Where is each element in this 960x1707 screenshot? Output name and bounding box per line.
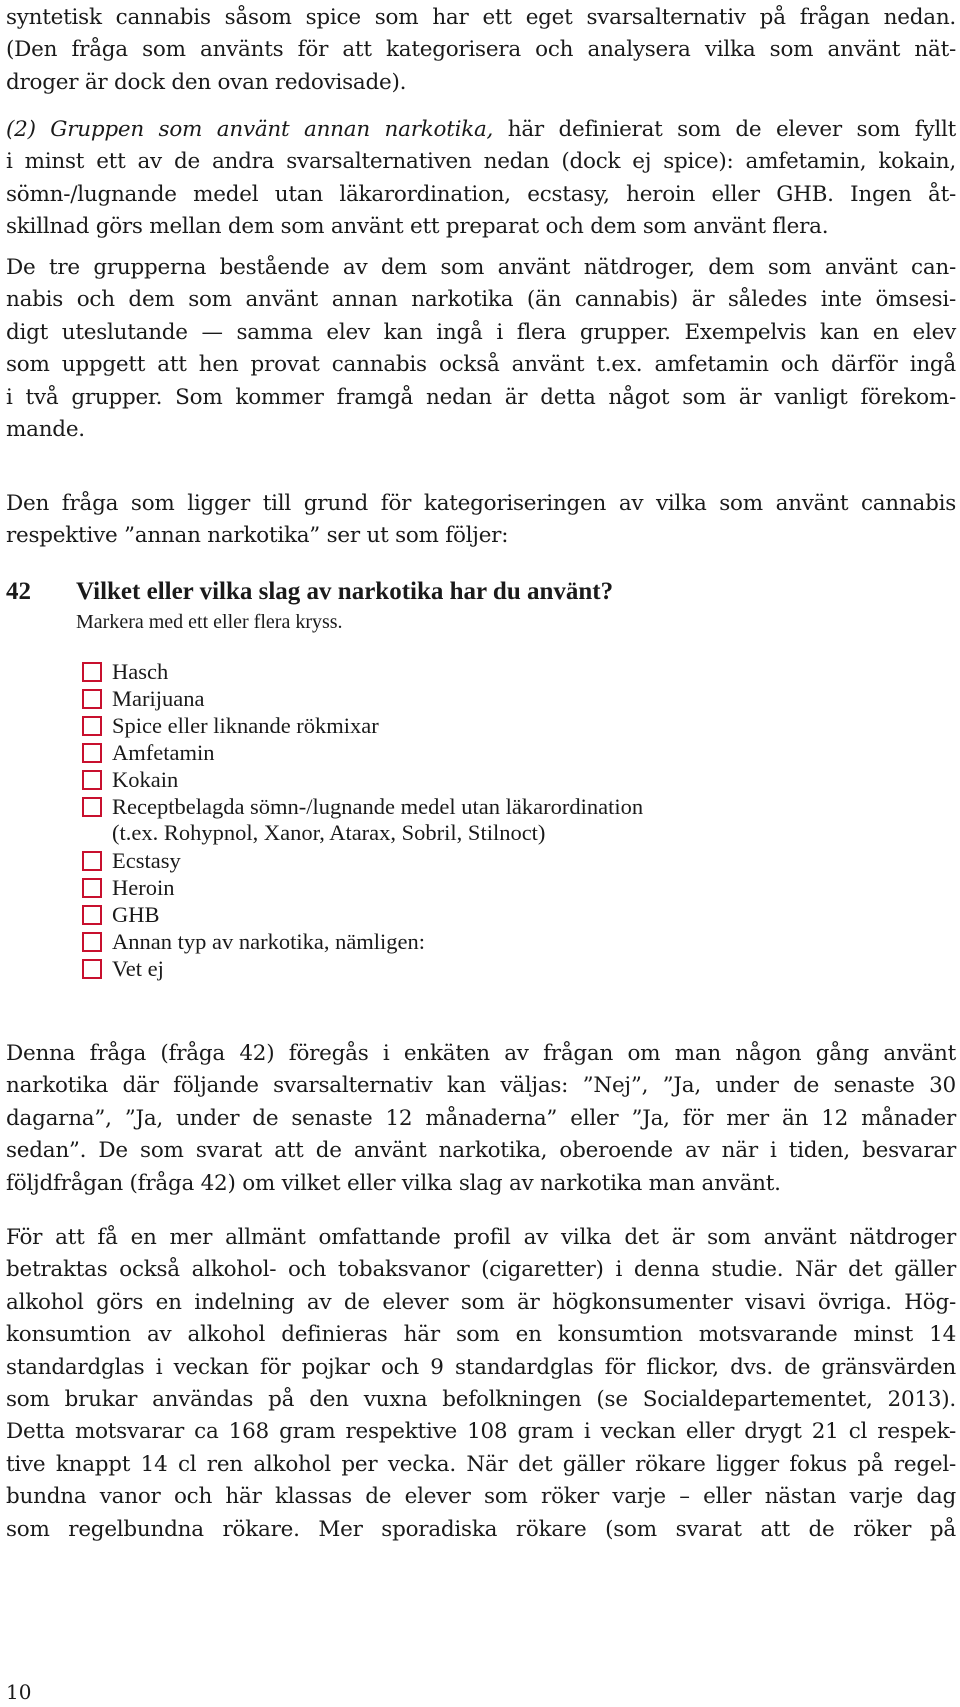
option-label-main: Receptbelagda sömn-/lugnande medel utan läkarordination (112, 794, 644, 819)
text-line: För att få en mer allmänt omfattande profil av vilka det är som använt nätdroger (6, 1225, 956, 1250)
text-line: narkotika där följande svarsalternativ kan väljas: ”Nej”, ”Ja, under de senaste 30 (6, 1073, 956, 1099)
text-line: som uppgett att hen provat cannabis också använt t.ex. amfetamin och därför ingå (6, 352, 956, 378)
text-line: digt uteslutande — samma elev kan ingå i flera grupper. Exempelvis kan en elev (6, 319, 956, 345)
option-label: Annan typ av narkotika, nämligen: (112, 929, 426, 954)
text-line: följdfrågan (fråga 42) om vilket eller vilka slag av narkotika man använt. (6, 1170, 781, 1196)
option-label: Ecstasy (112, 848, 181, 873)
checkbox[interactable] (82, 662, 102, 682)
text-line: standardglas i veckan för pojkar och 9 standardglas för flickor, dvs. de gränsvärden (6, 1354, 956, 1380)
text-line: alkohol görs en indelning av de elever som är högkonsumenter visavi övriga. Hög- (6, 1289, 956, 1315)
option-label: Amfetamin (112, 740, 215, 765)
paragraph-group-2 (6, 114, 956, 244)
option-label (112, 794, 643, 846)
text-line: som brukar användas på den vuxna befolkningen (se Socialdepartementet, 2013). (6, 1387, 956, 1413)
text-line: Den fråga som ligger till grund för kategoriseringen av vilka som använt cannabis (6, 491, 956, 516)
option-label-examples: (t.ex. Rohypnol, Xanor, Atarax, Sobril, Stilnoct) (112, 820, 546, 845)
option-label: Kokain (112, 767, 179, 792)
text-line (6, 114, 956, 146)
checkbox[interactable] (82, 851, 102, 871)
text-line: sömn-/lugnande medel utan läkarordination, ecstasy, heroin eller GHB. Ingen åt- (6, 181, 956, 207)
text-line: respektive ”annan narkotika” ser ut som följer: (6, 523, 509, 549)
text-line: De tre grupperna bestående av dem som använt nätdroger, dem som använt can- (6, 255, 956, 280)
paragraph-alcohol-tobacco (6, 1222, 956, 1546)
checkbox[interactable] (82, 932, 102, 952)
text-line: sedan”. De som svarat att de använt narkotika, oberoende av när i tiden, besvarar (6, 1138, 956, 1164)
page-number: 10 (6, 1680, 32, 1704)
text-line: i minst ett av de andra svarsalternativen nedan (dock ej spice): amfetamin, kokain, (6, 149, 956, 175)
option-label: Heroin (112, 875, 175, 900)
text-line: nabis och dem som använt annan narkotika (än cannabis) är således inte ömsesi- (6, 287, 956, 313)
text-line: dagarna”, ”Ja, under de senaste 12 månaderna” eller ”Ja, för mer än 12 månader (6, 1105, 956, 1131)
option-label: GHB (112, 902, 160, 927)
checkbox[interactable] (82, 797, 102, 817)
checkbox[interactable] (82, 743, 102, 763)
paragraph-question-context (6, 1038, 956, 1200)
paragraph-groups-overlap (6, 252, 956, 446)
text-line: tive knappt 14 cl ren alkohol per vecka. När det gäller rökare ligger fokus på regel- (6, 1451, 956, 1477)
text-line: Denna fråga (fråga 42) föregås i enkäten av frågan om man någon gång använt (6, 1041, 956, 1066)
option-label: Vet ej (112, 956, 164, 981)
option-label: Marijuana (112, 686, 205, 711)
question-title: Vilket eller vilka slag av narkotika har du använt? (76, 578, 614, 605)
question-subtitle: Markera med ett eller flera kryss. (76, 611, 343, 633)
text-line: (Den fråga som använts för att kategorisera och analysera vilka som använt nät- (6, 37, 956, 63)
text-line: mande. (6, 417, 85, 443)
text-line: droger är dock den ovan redovisade). (6, 69, 407, 95)
checkbox[interactable] (82, 905, 102, 925)
text-line: Detta motsvarar ca 168 gram respektive 108 gram i veckan eller drygt 21 cl respek- (6, 1419, 956, 1445)
text-line: betraktas också alkohol- och tobaksvanor (cigaretter) i denna studie. När det gäller (6, 1257, 956, 1283)
text-line: konsumtion av alkohol definieras här som en konsumtion motsvarande minst 14 (6, 1322, 956, 1348)
text-line: bundna vanor och här klassas de elever som röker varje – eller nästan varje dag (6, 1484, 956, 1510)
checkbox[interactable] (82, 878, 102, 898)
question-number: 42 (6, 578, 31, 605)
option-label: Spice eller liknande rökmixar (112, 713, 379, 738)
checkbox[interactable] (82, 770, 102, 790)
text-span: här definierat som de elever som fyllt (493, 117, 956, 142)
text-line: som regelbundna rökare. Mer sporadiska rökare (som svarat att de röker på (6, 1516, 956, 1542)
text-line: syntetisk cannabis såsom spice som har ett eget svarsalternativ på frågan nedan. (6, 5, 956, 30)
group-heading: (2) Gruppen som använt annan narkotika, (6, 117, 494, 142)
text-line: i två grupper. Som kommer framgå nedan är detta något som är vanligt förekom- (6, 384, 956, 410)
text-line: skillnad görs mellan dem som använt ett preparat och dem som använt flera. (6, 214, 829, 240)
checkbox[interactable] (82, 689, 102, 709)
checkbox[interactable] (82, 716, 102, 736)
paragraph-question-intro (6, 488, 956, 553)
option-label: Hasch (112, 659, 169, 684)
paragraph-intro-continued (6, 2, 956, 99)
checkbox[interactable] (82, 959, 102, 979)
